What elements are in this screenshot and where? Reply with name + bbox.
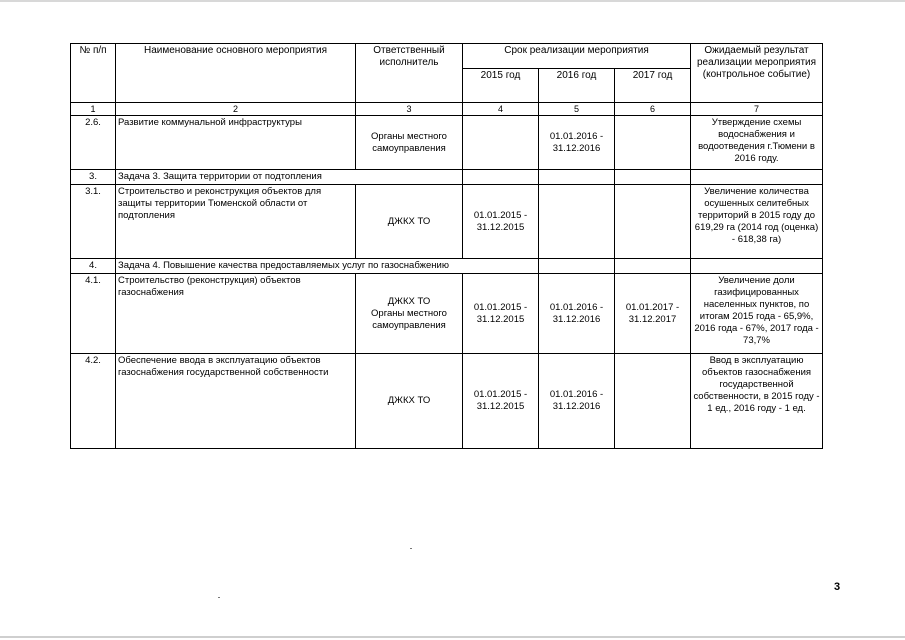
column-number: 5 (539, 103, 615, 116)
responsible-line: Органы местного самоуправления (371, 307, 447, 331)
empty-cell (615, 259, 691, 274)
period-2016: 01.01.2016 - 31.12.2016 (539, 116, 615, 170)
period-2016: 01.01.2016 - 31.12.2016 (539, 274, 615, 354)
header-expected-result: Ожидаемый результат реализации мероприятия (контрольное событие) (691, 44, 823, 103)
header-row-1 (71, 44, 823, 69)
column-number: 1 (71, 103, 116, 116)
empty-cell (691, 259, 823, 274)
empty-cell (691, 170, 823, 185)
page-number: 3 (834, 581, 841, 593)
column-number: 6 (615, 103, 691, 116)
period-2017 (615, 354, 691, 449)
table-row-4-2 (71, 354, 823, 449)
row-number: 4.2. (71, 354, 116, 449)
activity-name: Строительство и реконструкция объектов для защиты территории Тюменской области от подтопления (116, 185, 356, 259)
table-row-4-1 (71, 274, 823, 354)
header-period: Срок реализации мероприятия (463, 44, 691, 69)
task-row-4 (71, 259, 823, 274)
header-number: № п/п (71, 44, 116, 103)
activity-name: Развитие коммунальной инфраструктуры (116, 116, 356, 170)
period-2015 (463, 116, 539, 170)
empty-cell (615, 170, 691, 185)
row-number: 4.1. (71, 274, 116, 354)
period-2016 (539, 185, 615, 259)
task-row-3 (71, 170, 823, 185)
task-title: Задача 4. Повышение качества предоставляемых услуг по газоснабжению (116, 259, 539, 274)
activities-table (70, 43, 823, 449)
expected-result: Увеличение количества осушенных селитебных территорий в 2015 году до 619,29 га (2014 год (оценка) - 618,38 га) (691, 185, 823, 259)
responsible (356, 274, 463, 354)
column-number: 3 (356, 103, 463, 116)
period-2016: 01.01.2016 - 31.12.2016 (539, 354, 615, 449)
header-year-2017: 2017 год (615, 69, 691, 103)
responsible: ДЖКХ ТО (356, 185, 463, 259)
row-number: 3.1. (71, 185, 116, 259)
row-number: 2.6. (71, 116, 116, 170)
scan-speck (410, 548, 412, 549)
scan-bottom-edge (0, 636, 905, 638)
period-2017: 01.01.2017 - 31.12.2017 (615, 274, 691, 354)
header-year-2015: 2015 год (463, 69, 539, 103)
header-responsible: Ответственный исполнитель (356, 44, 463, 103)
responsible-line: ДЖКХ ТО (387, 295, 431, 307)
header-activity-name: Наименование основного мероприятия (116, 44, 356, 103)
responsible: Органы местного самоуправления (356, 116, 463, 170)
scan-speck (218, 597, 220, 598)
empty-cell (539, 170, 615, 185)
expected-result: Ввод в эксплуатацию объектов газоснабжения государственной собственности, в 2015 году - 1 ед., 2016 году - 1 ед. (691, 354, 823, 449)
period-2015: 01.01.2015 - 31.12.2015 (463, 354, 539, 449)
scan-top-edge (0, 0, 905, 2)
expected-result: Утверждение схемы водоснабжения и водоотведения г.Тюмени в 2016 году. (691, 116, 823, 170)
column-number: 2 (116, 103, 356, 116)
expected-result: Увеличение доли газифицированных населенных пунктов, по итогам 2015 года - 65,9%, 2016 года - 67%, 2017 года - 73,7% (691, 274, 823, 354)
period-2015: 01.01.2015 - 31.12.2015 (463, 185, 539, 259)
activity-name: Строительство (реконструкция) объектов газоснабжения (116, 274, 356, 354)
empty-cell (463, 170, 539, 185)
period-2017 (615, 185, 691, 259)
table-row-2-6 (71, 116, 823, 170)
header-year-2016: 2016 год (539, 69, 615, 103)
table-row-3-1 (71, 185, 823, 259)
task-number: 4. (71, 259, 116, 274)
column-number: 4 (463, 103, 539, 116)
period-2015: 01.01.2015 - 31.12.2015 (463, 274, 539, 354)
period-2017 (615, 116, 691, 170)
task-number: 3. (71, 170, 116, 185)
task-title: Задача 3. Защита территории от подтопления (116, 170, 463, 185)
responsible: ДЖКХ ТО (356, 354, 463, 449)
activity-name: Обеспечение ввода в эксплуатацию объектов газоснабжения государственной собственности (116, 354, 356, 449)
column-numbers-row (71, 103, 823, 116)
column-number: 7 (691, 103, 823, 116)
empty-cell (539, 259, 615, 274)
